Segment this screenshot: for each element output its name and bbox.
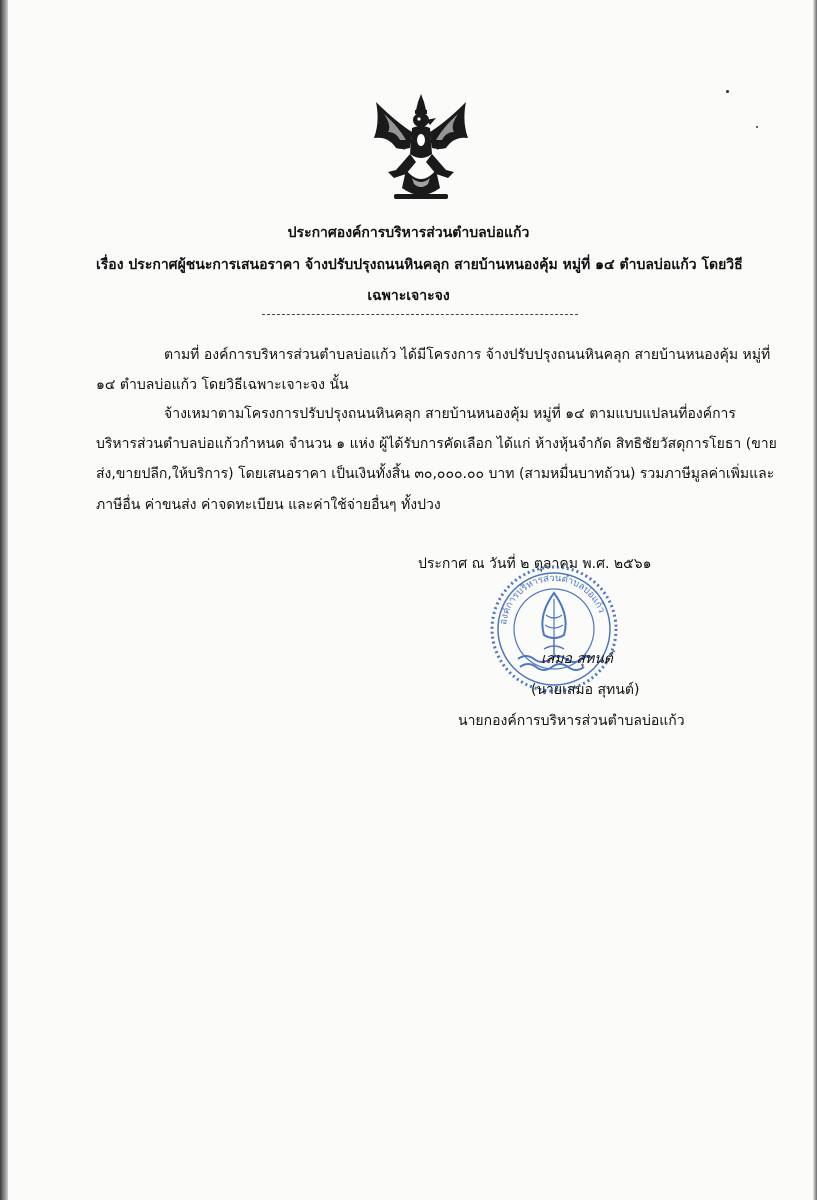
signed-name: เสมอ สุทนต์	[541, 651, 613, 667]
scan-speck	[756, 126, 758, 128]
paragraph-2-line-3: ส่ง,ขายปลีก,ให้บริการ) โดยเสนอราคา เป็นเงินทั้งสิ้น ๓๐,๐๐๐.๐๐ บาท (สามหมื่นบาทถ้วน) รวมภาษีมูลค่าเพิ่มและ	[96, 466, 775, 482]
scan-speck	[726, 90, 729, 93]
subject-line-2: เฉพาะเจาะจง	[367, 288, 450, 304]
seal-text: องค์การบริหารส่วนตำบลบ่อแก้ว	[498, 572, 607, 626]
garuda-emblem-icon	[366, 92, 476, 204]
scan-edge-right	[813, 0, 817, 1200]
signer-position: นายกองค์การบริหารส่วนตำบลบ่อแก้ว	[458, 713, 685, 729]
paragraph-1-line-2: ๑๔ ตำบลบ่อแก้ว โดยวิธีเฉพาะเจาะจง นั้น	[96, 377, 349, 393]
paragraph-2-line-1: จ้างเหมาตามโครงการปรับปรุงถนนหินคลุก สายบ้านหนองคุ้ม หมู่ที่ ๑๔ ตามแบบแปลนที่องค์การ	[164, 406, 736, 422]
paragraph-2-line-2: บริหารส่วนตำบลบ่อแก้วกำหนด จำนวน ๑ แห่ง ผู้ได้รับการคัดเลือก ได้แก่ ห้างหุ้นจำกัด สิทธิชัยวัสดุการโยธา (ขาย	[96, 436, 777, 452]
separator-line	[262, 314, 578, 315]
document-title: ประกาศองค์การบริหารส่วนตำบลบ่อแก้ว	[287, 225, 530, 241]
announcement-date: ประกาศ ณ วันที่ ๒ ตุลาคม พ.ศ. ๒๕๖๑	[418, 556, 652, 572]
official-seal-icon	[488, 563, 620, 695]
printed-name: (นายเสมอ สุทนต์)	[531, 682, 640, 698]
paragraph-2-line-4: ภาษีอื่น ค่าขนส่ง ค่าจดทะเบียน และค่าใช้จ่ายอื่นๆ ทั้งปวง	[96, 497, 441, 513]
scan-edge-left	[0, 0, 8, 1200]
subject-line-1: เรื่อง ประกาศผู้ชนะการเสนอราคา จ้างปรับปรุงถนนหินคลุก สายบ้านหนองคุ้ม หมู่ที่ ๑๔ ตำบลบ่อแก้ว โดยวิธี	[96, 257, 743, 273]
paragraph-1-line-1: ตามที่ องค์การบริหารส่วนตำบลบ่อแก้ว ได้มีโครงการ จ้างปรับปรุงถนนหินคลุก สายบ้านหนองคุ้ม หมู่ที่	[164, 347, 771, 363]
